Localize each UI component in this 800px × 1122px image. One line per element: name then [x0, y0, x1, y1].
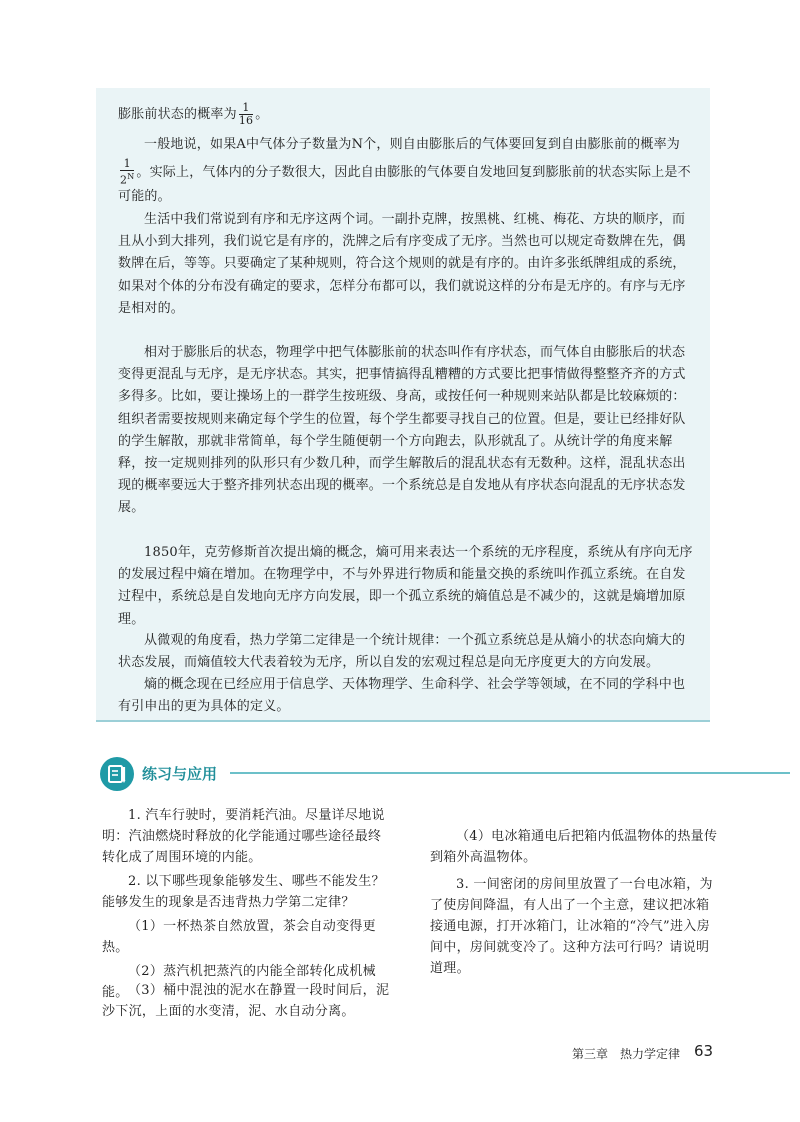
- exercise-column-left: [102, 805, 392, 1003]
- chapter-label: 第三章 热力学定律: [572, 1047, 681, 1061]
- essay-paragraph-5: 从微观的角度看，热力学第二定律是一个统计规律：一个孤立系统总是从熵小的状态向熵大的状态发展，而熵值较大代表着较为无序，所以自发的宏观过程总是向无序度更大的方向发展。: [118, 633, 686, 671]
- question-1: 1. 汽车行驶时，要消耗汽油。尽量详尽地说明：汽油燃烧时释放的化学能通过哪些途径最终转化成了周围环境的内能。: [102, 808, 385, 865]
- exercise-header: [100, 757, 790, 793]
- essay-text: 。实际上，气体内的分子数很大，因此自由膨胀的气体要自发地回复到膨胀前的状态实际上是不可能的。: [118, 164, 691, 204]
- essay-paragraph-0: [118, 102, 696, 127]
- fraction-exponent: N: [127, 172, 135, 181]
- fraction-numerator: 1: [239, 102, 253, 115]
- essay-paragraph-1: [118, 135, 696, 155]
- fraction: [239, 102, 253, 127]
- essay-text: 膨胀前状态的概率为: [118, 107, 237, 122]
- essay-paragraph-1b: [118, 158, 696, 207]
- divider: [230, 772, 790, 774]
- pen-notebook-icon: [100, 757, 134, 791]
- reading-box: [96, 88, 710, 722]
- essay-paragraph-4: 1850年，克劳修斯首次提出熵的概念，熵可用来表达一个系统的无序程度，系统从有序向无序的发展过程中熵在增加。在物理学中，不与外界进行物质和能量交换的系统叫作孤立系统。在自发过程中，系统总是自发地向无序方向发展，即一个孤立系统的熵值总是不减少的，这就是熵增加原理。: [118, 545, 693, 627]
- fraction-base: 2: [120, 173, 128, 187]
- page-number: 63: [694, 1042, 714, 1060]
- exercise-title: 练习与应用: [142, 765, 218, 783]
- question-2-item-3: （3）桶中混浊的泥水在静置一段时间后，泥沙下沉，上面的水变清，泥、水自动分离。: [102, 983, 390, 1019]
- fraction-numerator: 1: [120, 158, 134, 171]
- question-2-item-4: （4）电冰箱通电后把箱内低温物体的热量传到箱外高温物体。: [430, 829, 718, 865]
- essay-paragraph-3: 相对于膨胀后的状态，物理学中把气体膨胀前的状态叫作有序状态，而气体自由膨胀后的状态变得更混乱与无序，是无序状态。其实，把事情搞得乱糟糟的方式要比把事情做得整整齐齐的方式多得多。比如，要让操场上的一群学生按班级、身高，或按任何一种规则来站队都是比较麻烦的：组织者需要按规则来确定每个学生的位置，每个学生都要寻找自己的位置。但是，要让已经排好队的学生解散，那就非常简单，每个学生随便朝一个方向跑去，队形就乱了。从统计学的角度来解释，按一定规则排列的队形只有少数几种，而学生解散后的混乱状态有无数种。这样，混乱状态出现的概率要远大于整齐排列状态出现的概率。一个系统总是自发地从有序状态向混乱的无序状态发展。: [118, 345, 686, 516]
- essay-paragraph-2: 生活中我们常说到有序和无序这两个词。一副扑克牌，按黑桃、红桃、梅花、方块的顺序，而且从小到大排列，我们说它是有序的，洗牌之后有序变成了无序。当然也可以规定奇数牌在先，偶数牌在后，等等。只要确定了某种规则，符合这个规则的就是有序的。由许多张纸牌组成的系统，如果对个体的分布没有确定的要求，怎样分布都可以，我们就说这样的分布是无序的。有序与无序是相对的。: [118, 212, 686, 316]
- question-2-item-3-start: [102, 980, 392, 1022]
- essay-paragraph-6: 熵的概念现在已经应用于信息学、天体物理学、生命科学、社会学等领域，在不同的学科中也有引申出的更为具体的定义。: [118, 677, 686, 715]
- question-2-item-1: （1）一杯热茶自然放置，茶会自动变得更热。: [102, 919, 376, 955]
- essay-text: 一般地说，如果A中气体分子数量为N个，则自由膨胀后的气体要回复到自由膨胀前的概率为: [144, 137, 680, 152]
- exercise-column-right: [430, 805, 720, 979]
- question-3: 3. 一间密闭的房间里放置了一台电冰箱，为了使房间降温，有人出了一个主意，建议把冰箱接通电源，打开冰箱门，让冰箱的“冷气”进入房间中，房间就变冷了。这种方法可行吗？请说明道理。: [430, 877, 713, 976]
- fraction-denominator: [120, 171, 134, 187]
- essay-text: 。: [255, 107, 269, 122]
- fraction: [120, 158, 134, 187]
- fraction-denominator: 16: [238, 114, 254, 127]
- question-2: 2. 以下哪些现象能够发生、哪些不能发生？能够发生的现象是否违背热力学第二定律？: [102, 874, 385, 910]
- question-2-item-2: （2）蒸汽机把蒸汽的内能全部转化成机械能。: [102, 964, 376, 1000]
